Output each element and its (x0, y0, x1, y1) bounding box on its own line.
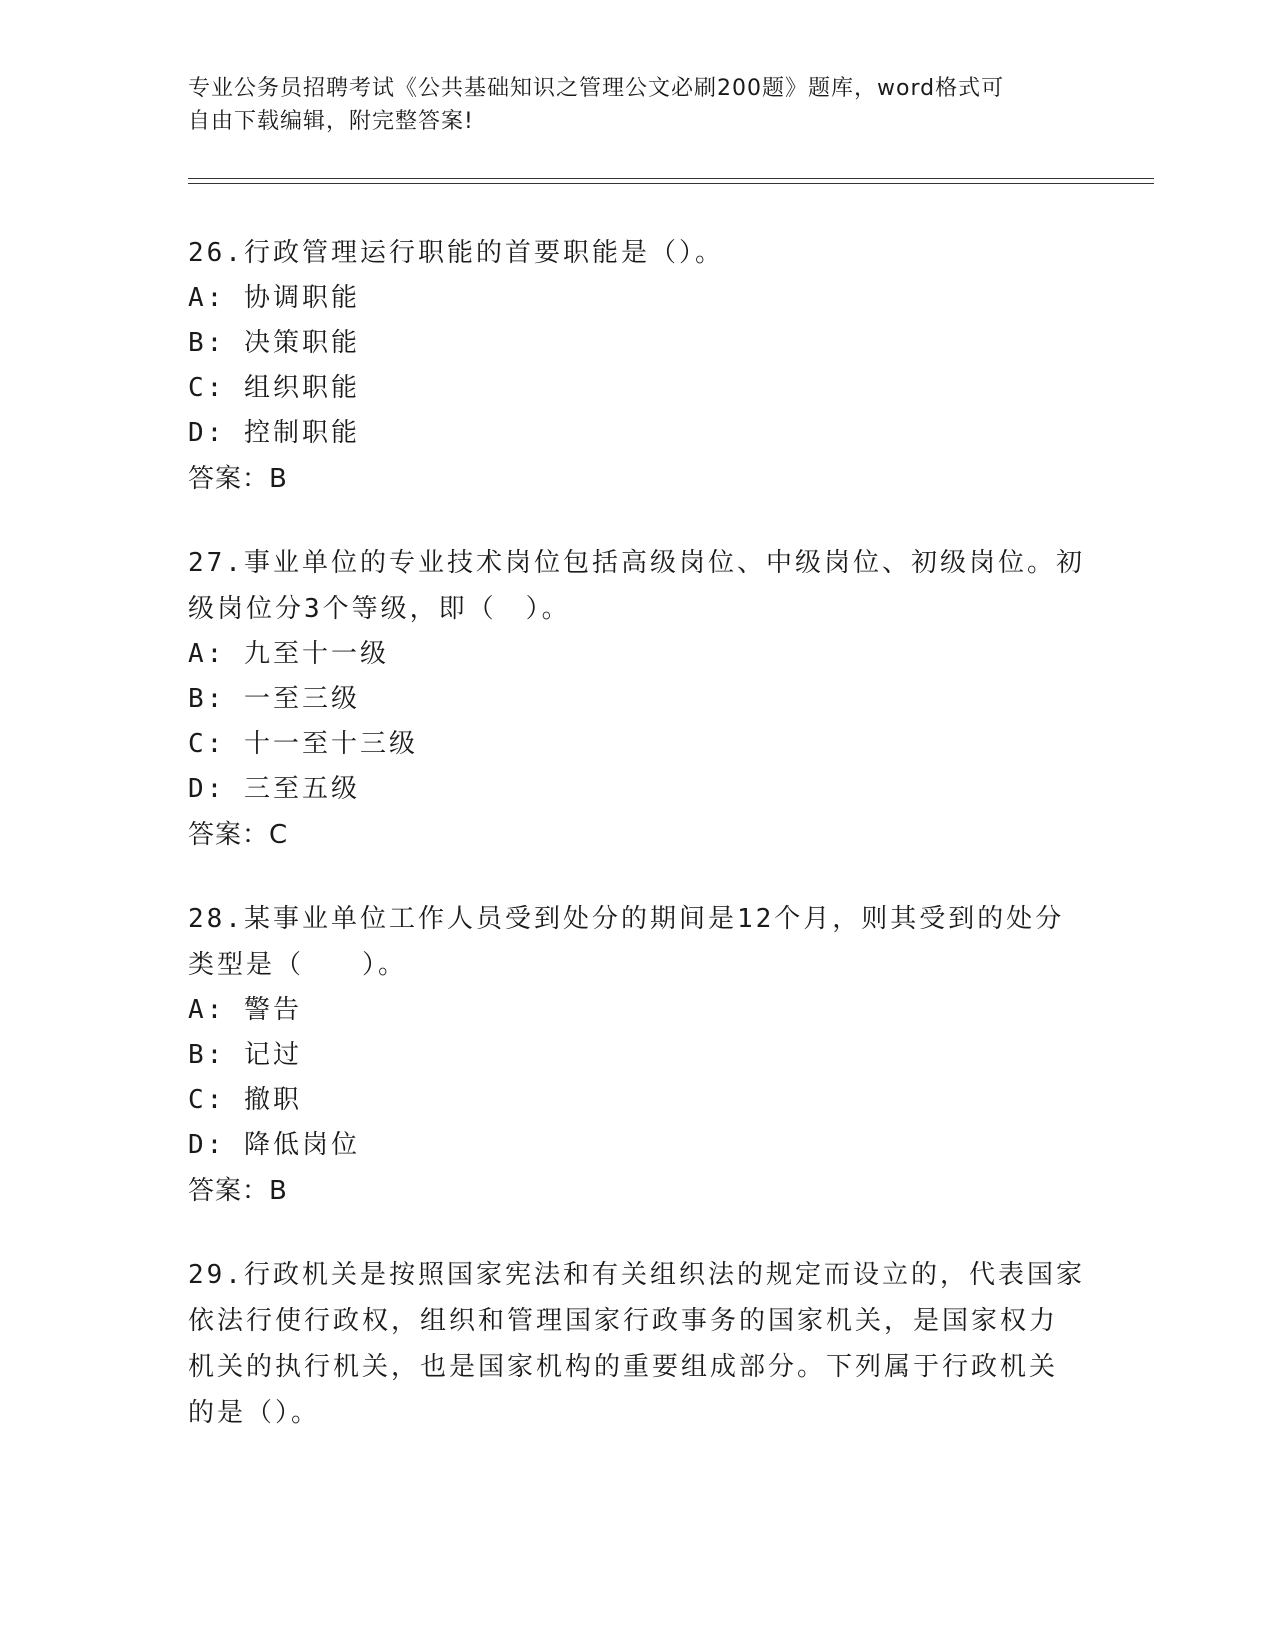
option-b: B: 一至三级 (188, 684, 360, 714)
header-line-2: 自由下载编辑，附完整答案! (188, 109, 474, 134)
question-27 (188, 540, 1088, 858)
option-a: A: 警告 (188, 995, 302, 1025)
option-c: C: 组织职能 (188, 373, 360, 403)
question-stem: 28.某事业单位工作人员受到处分的期间是12个月，则其受到的处分 (188, 904, 1065, 934)
question-stem-continued: 类型是（ ）。 (188, 950, 408, 980)
question-stem: 27.事业单位的专业技术岗位包括高级岗位、中级岗位、初级岗位。初 (188, 548, 1085, 578)
option-a: A: 协调职能 (188, 283, 360, 313)
answer: 答案：B (188, 464, 288, 494)
option-d: D: 控制职能 (188, 418, 360, 448)
answer: 答案：C (188, 820, 289, 850)
option-d: D: 降低岗位 (188, 1130, 360, 1160)
question-stem-continued: 的是（）。 (188, 1398, 321, 1428)
question-stem: 26.行政管理运行职能的首要职能是（）。 (188, 238, 724, 268)
option-b: B: 记过 (188, 1040, 302, 1070)
question-list (188, 230, 1088, 1474)
question-stem-continued: 级岗位分3个等级，即（ ）。 (188, 594, 571, 624)
option-a: A: 九至十一级 (188, 639, 389, 669)
question-stem-continued: 依法行使行政权，组织和管理国家行政事务的国家机关，是国家权力 (188, 1306, 1059, 1336)
question-26 (188, 230, 1088, 502)
question-28 (188, 896, 1088, 1214)
option-b: B: 决策职能 (188, 328, 360, 358)
option-c: C: 十一至十三级 (188, 729, 418, 759)
option-c: C: 撤职 (188, 1085, 302, 1115)
question-stem: 29.行政机关是按照国家宪法和有关组织法的规定而设立的，代表国家 (188, 1260, 1085, 1290)
answer: 答案：B (188, 1176, 288, 1206)
question-29 (188, 1252, 1088, 1436)
header-line-1: 专业公务员招聘考试《公共基础知识之管理公文必刷200题》题库，word格式可 (188, 76, 1005, 101)
option-d: D: 三至五级 (188, 774, 360, 804)
document-header (188, 72, 1068, 138)
header-divider-top (188, 178, 1154, 179)
question-stem-continued: 机关的执行机关，也是国家机构的重要组成部分。下列属于行政机关 (188, 1352, 1059, 1382)
header-divider-bottom (188, 183, 1154, 184)
